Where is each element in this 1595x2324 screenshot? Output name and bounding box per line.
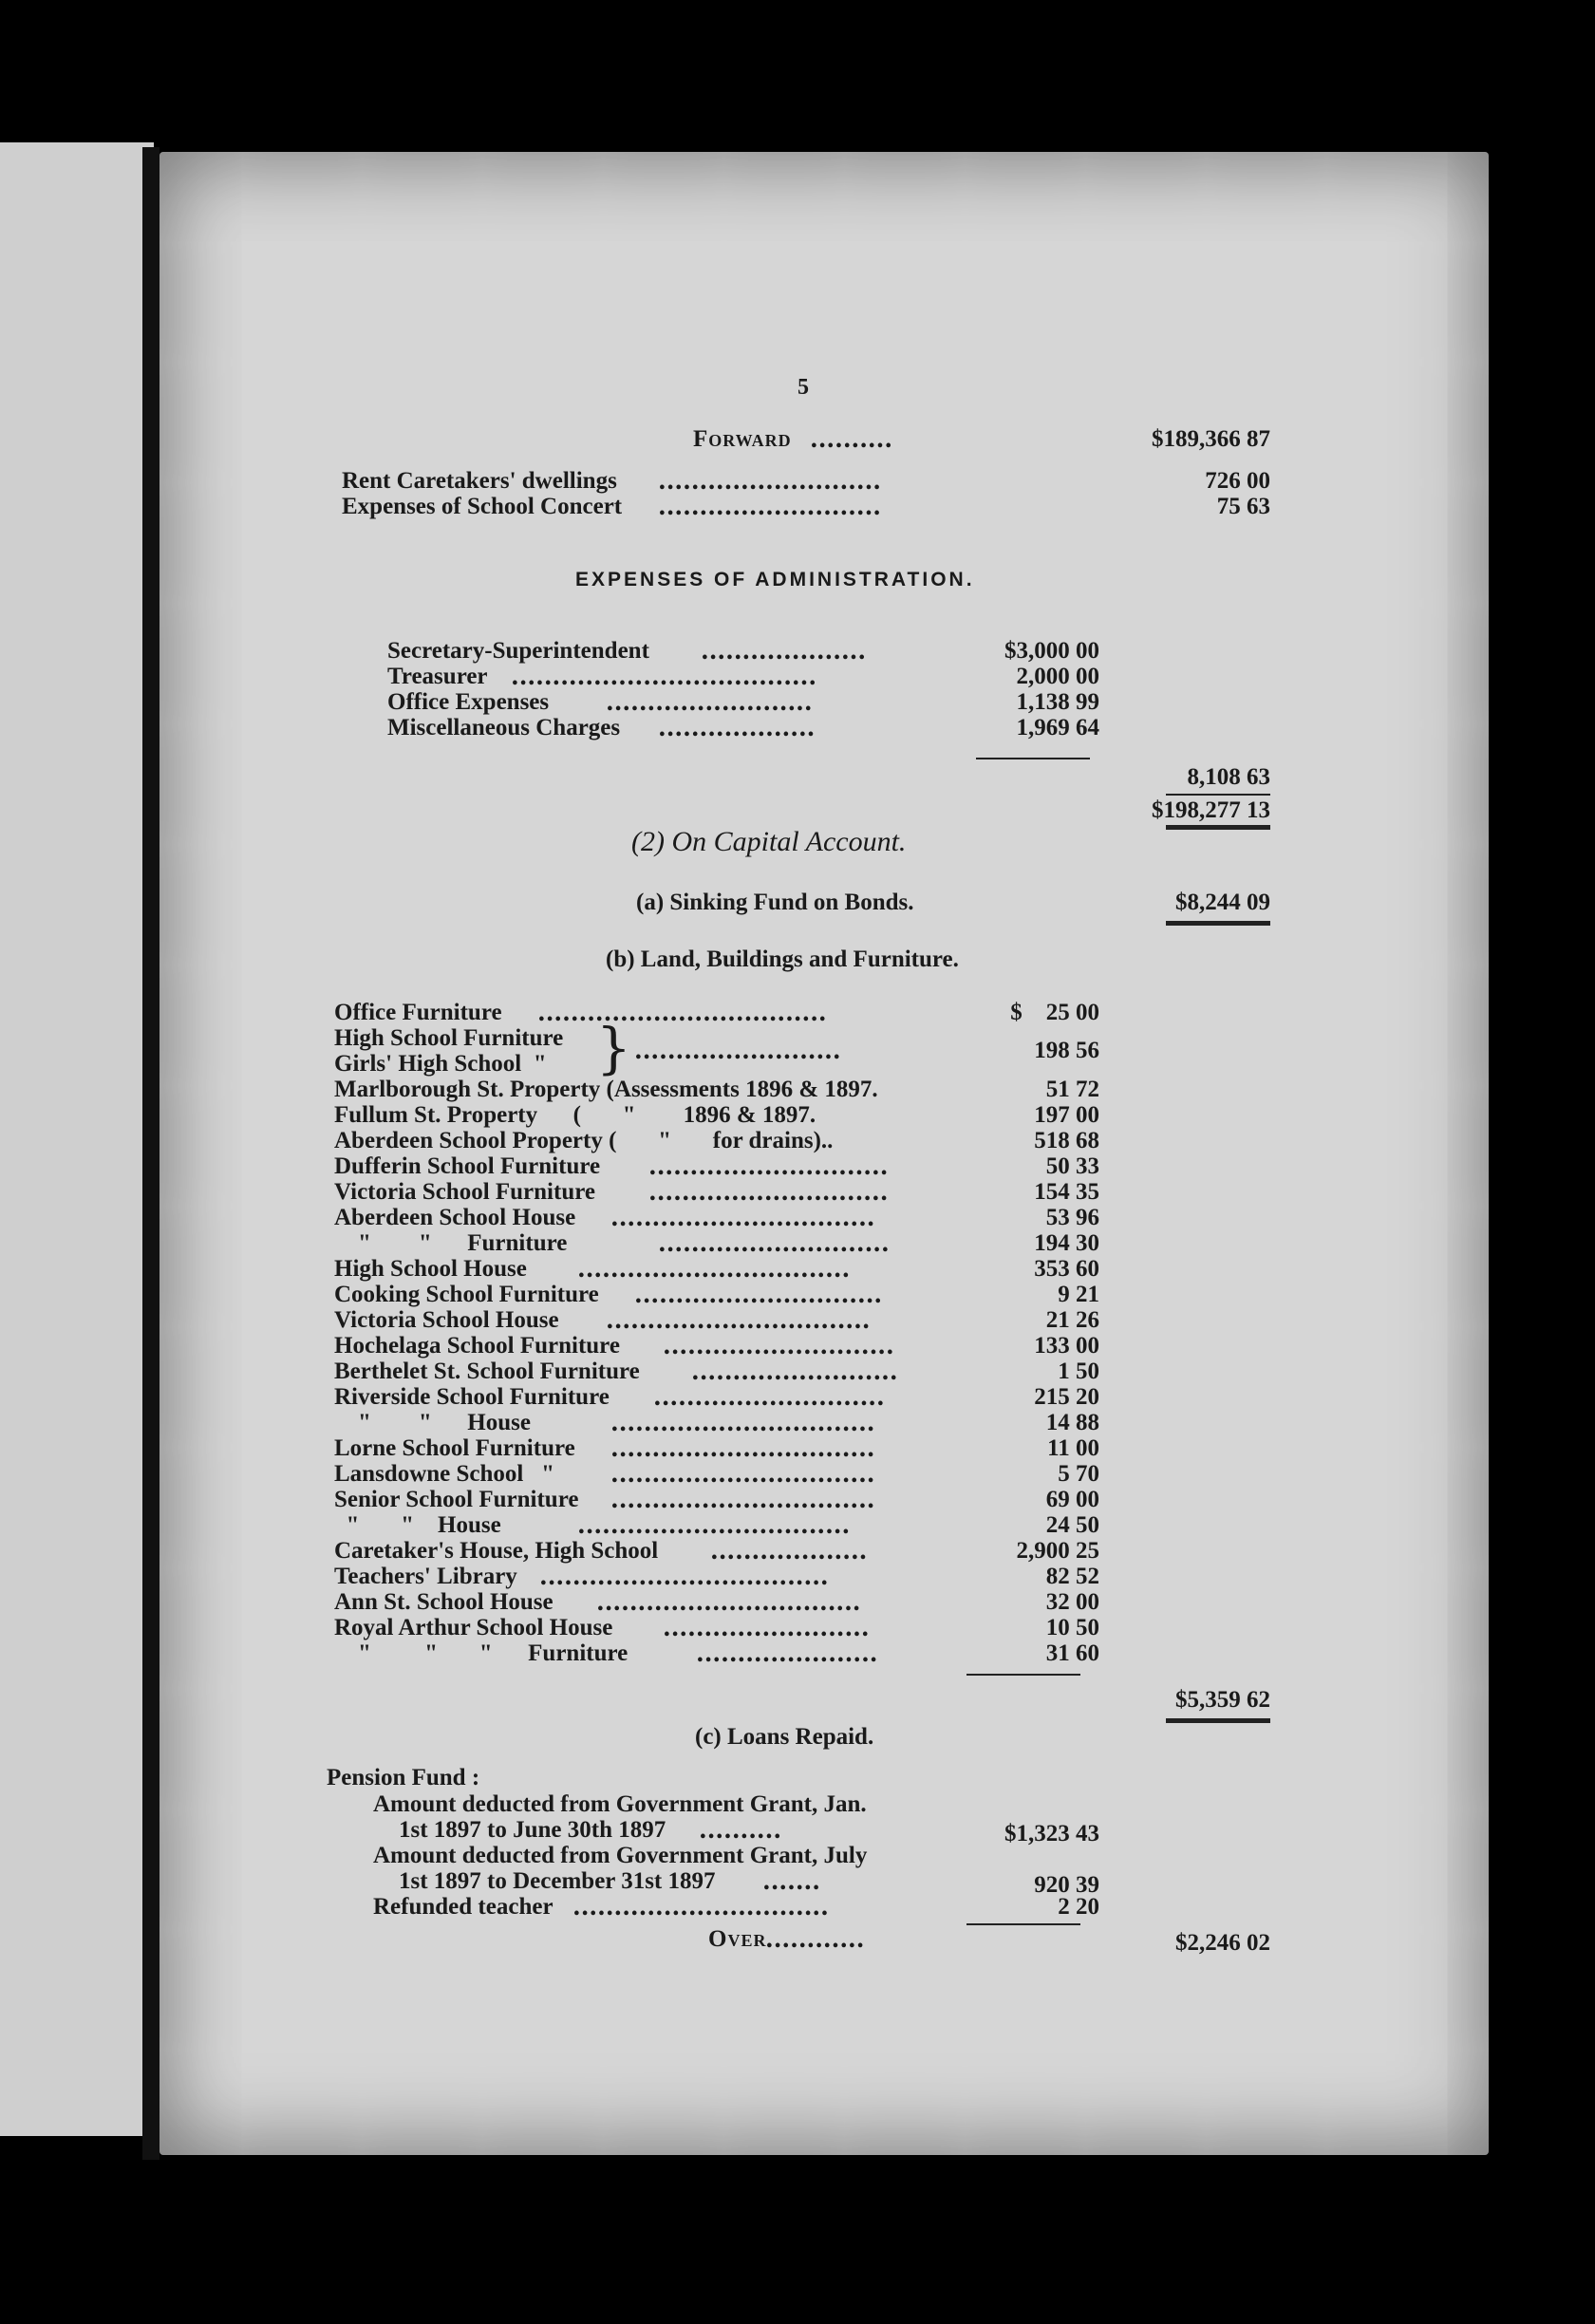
leader-dots: ....... [762, 1867, 820, 1895]
pension-title: Pension Fund : [327, 1765, 480, 1790]
land-item-label: Royal Arthur School House [334, 1615, 613, 1640]
leader-dots: ................................ [596, 1588, 861, 1616]
leader-dots: .................... [701, 637, 867, 665]
land-item-label: Aberdeen School Property ( " for drains).. [334, 1128, 834, 1153]
admin-item-amount: 1,138 99 [1016, 689, 1099, 715]
leader-dots: ........................... [658, 493, 881, 520]
land-item-label: Victoria School Furniture [334, 1179, 595, 1205]
land-item-amount: 194 30 [1034, 1230, 1099, 1256]
land-item-amount: 197 00 [1034, 1102, 1099, 1128]
brace-symbol: } [596, 1016, 631, 1080]
land-item-label: Hochelaga School Furniture [334, 1333, 620, 1359]
admin-total: $198,277 13 [1152, 797, 1270, 823]
land-item-label: High School House [334, 1256, 527, 1282]
land-item-amount: 1 50 [1058, 1359, 1099, 1384]
land-item-label: Lansdowne School " [334, 1461, 554, 1487]
top-item-amount: 726 00 [1205, 468, 1270, 494]
land-item-amount: 2,900 25 [1016, 1538, 1099, 1564]
land-item-amount: 32 00 [1045, 1589, 1099, 1615]
over-amount: $2,246 02 [1175, 1930, 1270, 1956]
land-item-label: Dufferin School Furniture [334, 1153, 601, 1179]
admin-item-amount: $3,000 00 [1004, 638, 1099, 664]
admin-item-amount: 1,969 64 [1016, 715, 1099, 740]
leader-dots: ................... [710, 1537, 868, 1565]
sinking-fund-rule [1166, 921, 1270, 926]
top-item-label: Rent Caretakers' dwellings [342, 468, 617, 494]
leader-dots: ............................. [648, 1178, 889, 1206]
land-item-amount: 215 20 [1034, 1384, 1099, 1410]
land-item-label: Berthelet St. School Furniture [334, 1359, 640, 1384]
admin-item-label: Office Expenses [387, 689, 550, 715]
land-heading: (b) Land, Buildings and Furniture. [606, 946, 959, 972]
leader-dots: ................................. [577, 1511, 851, 1539]
subtotal-rule [976, 758, 1090, 759]
land-item-amount: 21 26 [1045, 1307, 1099, 1333]
page-number: 5 [798, 375, 809, 400]
admin-subtotal: 8,108 63 [1187, 764, 1270, 790]
land-item-label: " " " Furniture [334, 1640, 629, 1666]
admin-item-label: Miscellaneous Charges [387, 715, 621, 740]
leader-dots: ................................ [610, 1460, 875, 1488]
leader-dots: ............ [765, 1925, 865, 1953]
land-item-label: Fullum St. Property ( " 1896 & 1897. [334, 1102, 816, 1128]
capital-heading: (2) On Capital Account. [631, 826, 907, 857]
land-item-label: " " Furniture [334, 1230, 568, 1256]
land-item-amount: 69 00 [1045, 1487, 1099, 1512]
land-item-label: " " House [334, 1410, 531, 1435]
land-item-amount: 133 00 [1034, 1333, 1099, 1359]
pension-line: Amount deducted from Government Grant, July [373, 1843, 868, 1868]
leader-dots: ................................ [610, 1434, 875, 1462]
leader-dots: ................................ [610, 1409, 875, 1436]
pension-rule [966, 1923, 1080, 1925]
total-rule [1166, 794, 1270, 796]
loans-heading: (c) Loans Repaid. [695, 1724, 874, 1750]
land-item-amount: 154 35 [1034, 1179, 1099, 1205]
leader-dots: .......... [699, 1816, 782, 1844]
leader-dots: ...................... [696, 1640, 878, 1667]
top-item-amount: 75 63 [1216, 494, 1270, 519]
land-item-amount: 24 50 [1045, 1512, 1099, 1538]
land-item-amount: 10 50 [1045, 1615, 1099, 1640]
land-item-amount: 198 56 [1034, 1038, 1099, 1063]
land-item-label: Cooking School Furniture [334, 1282, 599, 1307]
leader-dots: ................................... [537, 999, 827, 1026]
leader-dots: ......................... [691, 1358, 898, 1385]
land-item-amount: 9 21 [1058, 1282, 1099, 1307]
leader-dots: ................................. [577, 1255, 851, 1283]
land-item-amount: 11 00 [1047, 1435, 1099, 1461]
land-item-label: High School Furniture [334, 1025, 564, 1051]
leader-dots: .......... [810, 425, 893, 453]
land-item-label: Victoria School House [334, 1307, 559, 1333]
land-item-label: Marlborough St. Property (Assessments 1896 & 1897. [334, 1077, 878, 1102]
total-double-rule [1166, 825, 1270, 830]
pension-amount: $1,323 43 [1004, 1821, 1099, 1846]
leader-dots: ................................... [539, 1563, 829, 1590]
facing-page [0, 142, 154, 2136]
land-item-label: " " House [334, 1512, 501, 1538]
leader-dots: ............................ [658, 1229, 890, 1257]
land-item-label: Lorne School Furniture [334, 1435, 575, 1461]
leader-dots: ............................. [648, 1153, 889, 1180]
land-item-amount: 5 70 [1058, 1461, 1099, 1487]
land-item-label: Senior School Furniture [334, 1487, 579, 1512]
land-item-amount: $ 25 00 [1010, 1000, 1099, 1025]
land-item-label: Aberdeen School House [334, 1205, 576, 1230]
leader-dots: ......................... [663, 1614, 870, 1641]
land-total: $5,359 62 [1175, 1687, 1270, 1713]
pension-amount: 2 20 [1058, 1894, 1099, 1920]
leader-dots: ................................ [606, 1306, 871, 1334]
leader-dots: ......................... [606, 688, 813, 716]
land-rule [966, 1674, 1080, 1676]
book-spine [142, 147, 160, 2160]
land-item-amount: 51 72 [1045, 1077, 1099, 1102]
top-item-label: Expenses of School Concert [342, 494, 623, 519]
land-item-amount: 31 60 [1045, 1640, 1099, 1666]
land-item-label: Caretaker's House, High School [334, 1538, 659, 1564]
admin-heading: EXPENSES OF ADMINISTRATION. [575, 569, 975, 590]
land-item-label: Office Furniture [334, 1000, 502, 1025]
forward-amount: $189,366 87 [1152, 426, 1270, 452]
land-item-amount: 50 33 [1045, 1153, 1099, 1179]
land-item-label: Teachers' Library [334, 1564, 517, 1589]
admin-item-label: Treasurer [387, 664, 488, 689]
leader-dots: ............................... [572, 1893, 829, 1921]
leader-dots: ..................................... [511, 663, 817, 690]
pension-line: 1st 1897 to December 31st 1897 [399, 1868, 716, 1894]
leader-dots: ................................ [610, 1486, 875, 1513]
land-item-label: Girls' High School " [334, 1051, 547, 1077]
forward-label: Forward [693, 426, 792, 452]
land-item-label: Ann St. School House [334, 1589, 554, 1615]
sinking-fund-label: (a) Sinking Fund on Bonds. [636, 890, 914, 915]
pension-line: Refunded teacher [373, 1894, 554, 1920]
leader-dots: ............................ [653, 1383, 885, 1411]
sinking-fund-amount: $8,244 09 [1175, 890, 1270, 915]
pension-line: Amount deducted from Government Grant, Jan. [373, 1791, 867, 1817]
land-total-rule [1166, 1718, 1270, 1723]
pension-amount: 920 39 [1034, 1872, 1099, 1898]
leader-dots: ............................ [663, 1332, 894, 1359]
pension-line: 1st 1897 to June 30th 1897 [399, 1817, 666, 1843]
land-item-label: Riverside School Furniture [334, 1384, 610, 1410]
land-item-amount: 518 68 [1034, 1128, 1099, 1153]
over-label: Over [708, 1926, 767, 1952]
admin-item-amount: 2,000 00 [1016, 664, 1099, 689]
land-item-amount: 353 60 [1034, 1256, 1099, 1282]
leader-dots: ........................... [658, 467, 881, 495]
leader-dots: ................................ [610, 1204, 875, 1231]
land-item-amount: 82 52 [1045, 1564, 1099, 1589]
admin-item-label: Secretary-Superintendent [387, 638, 649, 664]
leader-dots: .............................. [634, 1281, 883, 1308]
leader-dots: ......................... [634, 1037, 841, 1064]
land-item-amount: 14 88 [1045, 1410, 1099, 1435]
leader-dots: ................... [658, 714, 816, 741]
document-page [160, 152, 1489, 2155]
land-item-amount: 53 96 [1045, 1205, 1099, 1230]
